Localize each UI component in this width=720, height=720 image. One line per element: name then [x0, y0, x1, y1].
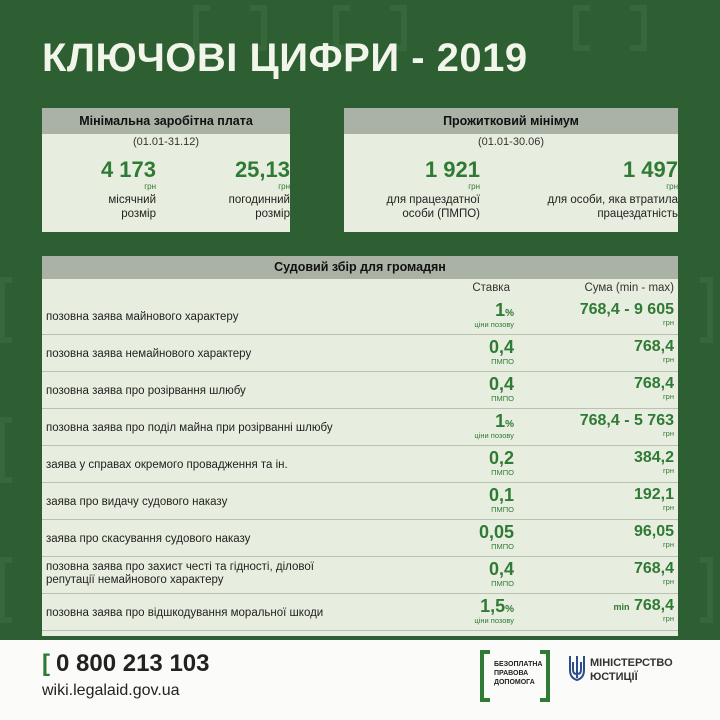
row-rate: [474, 597, 514, 625]
subsistence-able-desc2: особи (ПМПО): [402, 208, 480, 220]
row-label: [46, 459, 288, 472]
row-sum: [634, 338, 674, 364]
subsistence-heading: Прожитковий мінімум: [344, 108, 678, 134]
rate-percent: %: [505, 604, 514, 615]
rate-value: 1,5: [480, 596, 506, 616]
court-fee-heading: Судовий збір для громадян: [42, 256, 678, 279]
sum-unit: грн: [662, 429, 674, 438]
sum-value: 768,4 - 9 605: [579, 301, 674, 318]
ministry-line1: МІНІСТЕРСТВО: [590, 657, 673, 669]
rate-sub: ціни позову: [474, 616, 514, 625]
sum-value: 768,4: [633, 560, 674, 577]
sum-prefix: min: [613, 602, 630, 612]
sum-value: 768,4 - 5 763: [579, 412, 674, 429]
ministry-logo: [568, 654, 673, 687]
rate-value: 1: [495, 411, 506, 431]
sum-unit: грн: [662, 540, 674, 549]
hotline-phone-number: 0 800 213 103: [56, 650, 210, 677]
sum-value: 192,1: [633, 486, 674, 503]
hourly-wage-desc1: погодинний: [228, 194, 290, 206]
row-rate: [489, 375, 514, 403]
row-label: [46, 607, 323, 620]
rate-percent: %: [505, 308, 514, 319]
rate-sub: ПМПО: [491, 505, 514, 514]
row-sum: [634, 523, 674, 549]
hotline-phone[interactable]: [42, 650, 209, 678]
row-rate: [489, 449, 514, 477]
sum-value: 384,2: [633, 449, 674, 466]
rate-value: 1: [495, 300, 506, 320]
rate-sub: ПМПО: [491, 579, 514, 588]
row-label: [46, 311, 238, 324]
table-row: [42, 557, 678, 594]
bracket-icon: [: [42, 650, 50, 677]
monthly-wage-desc1: місячний: [108, 194, 156, 206]
sum-unit: грн: [662, 466, 674, 475]
subsistence-able: [344, 158, 480, 221]
row-sum: [634, 486, 674, 512]
subsistence-unable-desc1: для особи, яка втратила: [547, 194, 678, 206]
rate-value: 0,4: [488, 337, 514, 357]
row-label: [46, 348, 251, 361]
monthly-wage-value: 4 173: [100, 157, 156, 182]
row-sum: [634, 560, 674, 586]
hourly-wage-unit: грн: [278, 182, 290, 191]
hourly-wage-value: 25,13: [234, 157, 290, 182]
row-label: [46, 496, 227, 509]
rate-sub: ціни позову: [474, 320, 514, 329]
sum-value: 768,4: [633, 597, 674, 614]
subsistence-unable-desc2: працездатність: [597, 208, 678, 220]
row-rate: [489, 338, 514, 366]
sum-unit: грн: [662, 503, 674, 512]
table-row: [42, 520, 678, 557]
subsistence-period: (01.01-30.06): [477, 136, 545, 148]
sum-unit: грн: [662, 355, 674, 364]
table-row: [42, 446, 678, 483]
legalaid-logo-text: БЕЗОПЛАТНА ПРАВОВА ДОПОМОГА: [494, 661, 543, 686]
row-sum: [580, 412, 674, 438]
row-rate: [474, 301, 514, 329]
table-row: [42, 483, 678, 520]
subsistence-unable-unit: грн: [666, 182, 678, 191]
row-label-line1: позовна заява про захист честі та гідності, ділової: [46, 561, 314, 573]
row-label-line1: заява у справах окремого провадження та ін.: [46, 459, 288, 471]
row-sum: [634, 375, 674, 401]
sum-unit: грн: [662, 577, 674, 586]
hourly-wage-desc2: розмір: [255, 208, 290, 220]
row-label-line1: позовна заява про поділ майна при розірванні шлюбу: [46, 422, 333, 434]
min-wage-panel: [42, 108, 290, 232]
rate-value: 0,4: [488, 559, 514, 579]
rate-value: 0,1: [488, 485, 514, 505]
row-label-line1: позовна заява про розірвання шлюбу: [46, 385, 246, 397]
table-row: [42, 372, 678, 409]
sum-unit: грн: [662, 392, 674, 401]
sum-value: 768,4: [633, 375, 674, 392]
court-fee-table: [42, 256, 678, 636]
table-row: [42, 409, 678, 446]
sum-unit: грн: [662, 614, 674, 623]
page-title: КЛЮЧОВІ ЦИФРИ - 2019: [42, 36, 528, 80]
row-label-line1: позовна заява про відшкодування моральної шкоди: [46, 607, 324, 619]
min-wage-heading: Мінімальна заробітна плата: [42, 108, 290, 134]
row-label-line1: позовна заява немайнового характеру: [46, 348, 252, 360]
rate-value: 0,2: [488, 448, 514, 468]
row-label-line1: заява про скасування судового наказу: [46, 533, 251, 545]
row-rate: [479, 523, 514, 551]
sum-unit: грн: [662, 318, 674, 327]
ministry-name: [590, 656, 673, 684]
rate-value: 0,4: [488, 374, 514, 394]
row-rate: [474, 412, 514, 440]
hourly-wage: [162, 158, 290, 221]
min-wage-period: (01.01-31.12): [132, 136, 200, 148]
subsistence-unable-value: 1 497: [622, 157, 678, 182]
footer: [0, 640, 720, 720]
subsistence-able-desc1: для працездатної: [386, 194, 480, 206]
rate-sub: ПМПО: [491, 468, 514, 477]
row-label-line2: репутації немайнового характеру: [46, 574, 224, 586]
trident-icon: [568, 654, 586, 682]
monthly-wage-unit: грн: [144, 182, 156, 191]
row-sum: [634, 449, 674, 475]
col-sum-header: Сума (min - max): [584, 282, 674, 294]
rate-sub: ПМПО: [491, 394, 514, 403]
rate-sub: ПМПО: [491, 357, 514, 366]
row-label-line1: заява про видачу судового наказу: [46, 496, 228, 508]
table-row: [42, 594, 678, 631]
subsistence-panel: [344, 108, 678, 232]
monthly-wage-desc2: розмір: [121, 208, 156, 220]
row-label: [46, 422, 333, 435]
rate-value: 0,05: [478, 522, 514, 542]
col-rate-header: Ставка: [472, 282, 510, 294]
website-link[interactable]: wiki.legalaid.gov.ua: [42, 682, 180, 699]
row-rate: [489, 486, 514, 514]
row-rate: [489, 560, 514, 588]
row-sum: [613, 597, 674, 623]
sum-value: 768,4: [633, 338, 674, 355]
rate-sub: ціни позову: [474, 431, 514, 440]
subsistence-able-unit: грн: [468, 182, 480, 191]
row-label-line1: позовна заява майнового характеру: [46, 311, 239, 323]
row-sum: [580, 301, 674, 327]
sum-value: 96,05: [633, 523, 674, 540]
rate-percent: %: [505, 419, 514, 430]
row-label: [46, 385, 246, 398]
row-label: [46, 561, 314, 587]
legalaid-logo: [480, 650, 550, 702]
table-row: [42, 335, 678, 372]
rate-sub: ПМПО: [491, 542, 514, 551]
row-label: [46, 533, 250, 546]
subsistence-unable: [484, 158, 678, 221]
table-row: [42, 298, 678, 335]
monthly-wage: [42, 158, 156, 221]
ministry-line2: ЮСТИЦІЇ: [590, 671, 638, 683]
subsistence-able-value: 1 921: [424, 157, 480, 182]
